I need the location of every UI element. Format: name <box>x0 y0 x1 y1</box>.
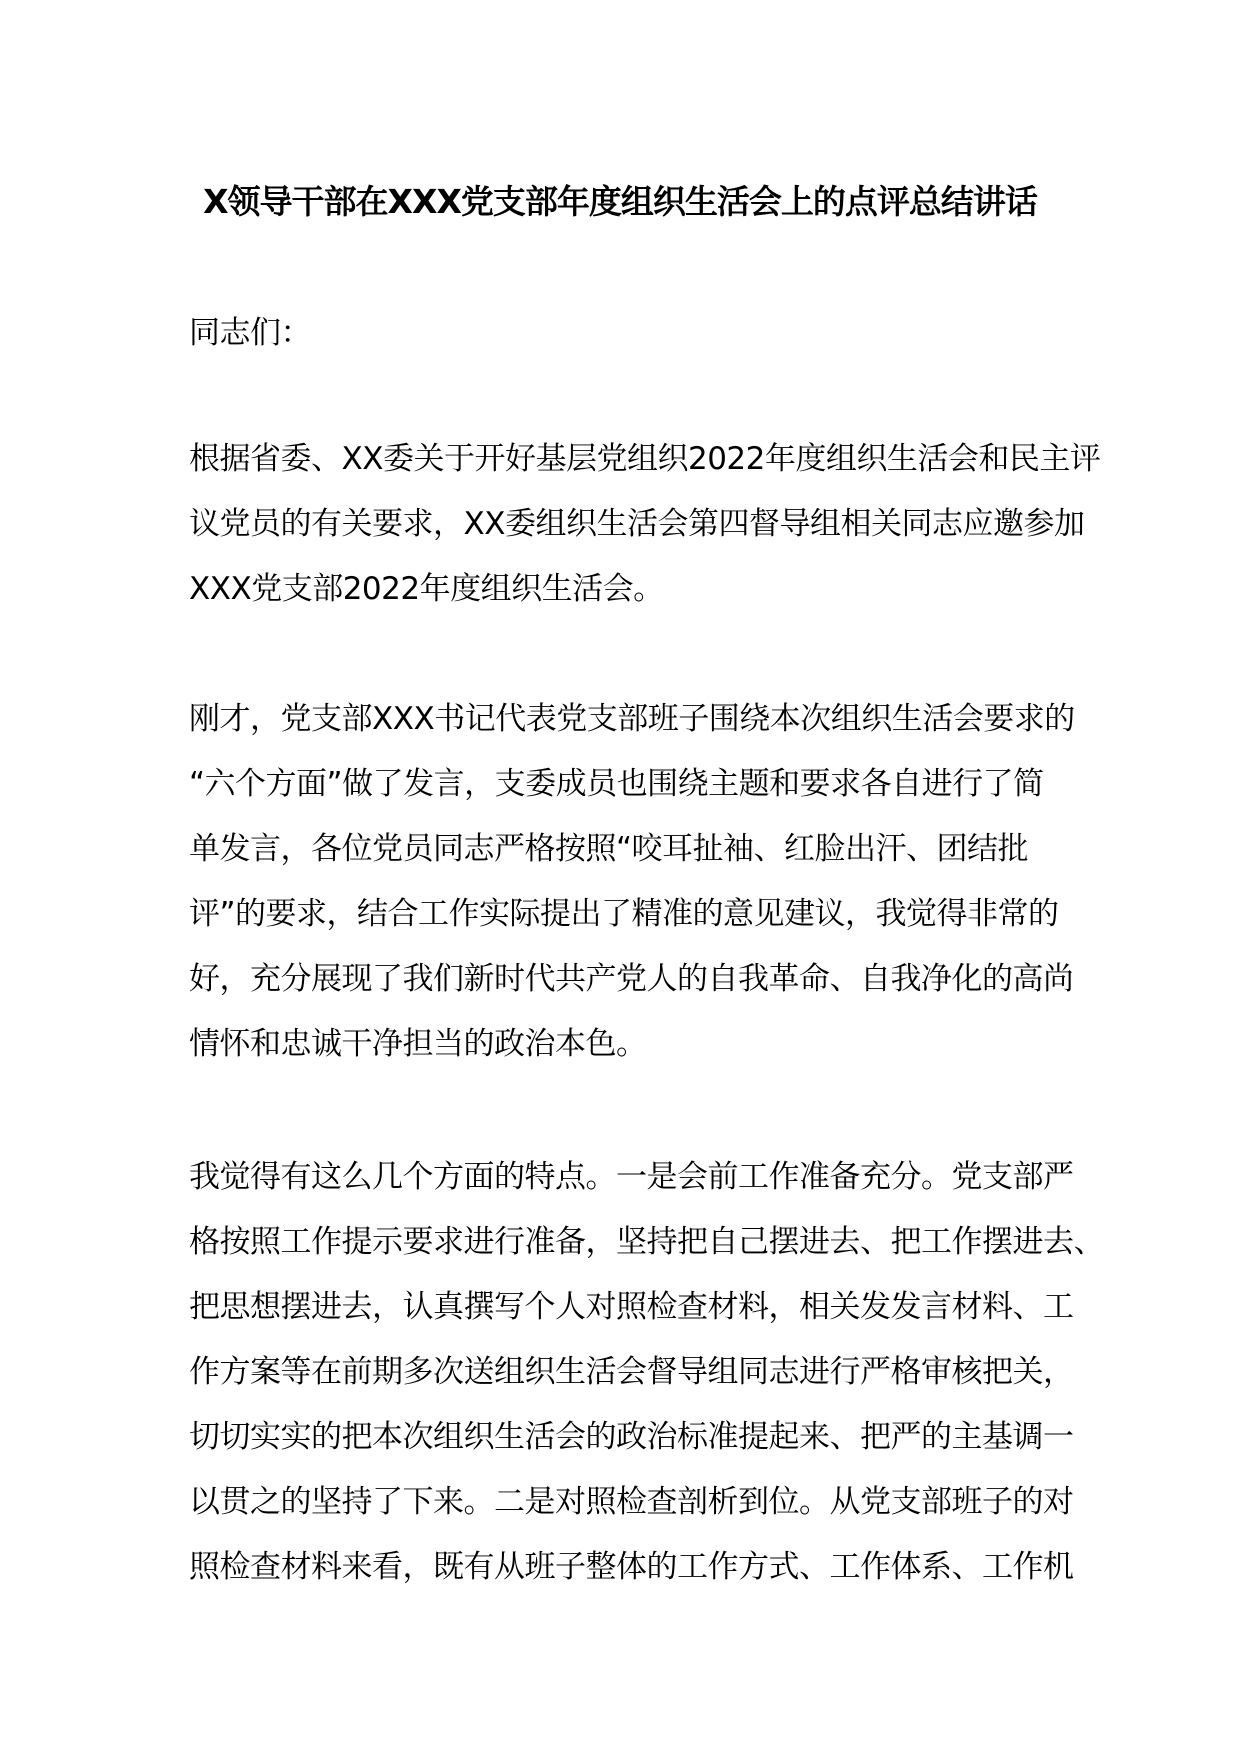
text-line: 根据省委、XX委关于开好基层党组织2022年度组织生活会和民主评 <box>189 441 1101 477</box>
document-title: X领导干部在XXX党支部年度组织生活会上的点评总结讲话 <box>203 182 1037 221</box>
text-line: 作方案等在前期多次送组织生活会督导组同志进行严格审核把关， <box>189 1354 1074 1390</box>
text-line: 我觉得有这么几个方面的特点。一是会前工作准备充分。党支部严 <box>189 1159 1074 1195</box>
paragraph-1 <box>189 427 1101 622</box>
greeting-text: 同志们： <box>189 315 311 351</box>
greeting <box>189 301 1069 366</box>
text-line: 切切实实的把本次组织生活会的政治标准提起来、把严的主基调一 <box>189 1419 1074 1455</box>
text-line: 把思想摆进去，认真撰写个人对照检查材料，相关发发言材料、工 <box>189 1289 1074 1325</box>
text-line: 情怀和忠诚干净担当的政治本色。 <box>189 1026 647 1062</box>
text-line: “六个方面”做了发言，支委成员也围绕主题和要求各自进行了简 <box>189 766 1044 802</box>
text-line: 照检查材料来看，既有从班子整体的工作方式、工作体系、工作机 <box>189 1549 1074 1585</box>
text-line: 刚才，党支部XXX书记代表党支部班子围绕本次组织生活会要求的 <box>189 701 1075 737</box>
text-line: 议党员的有关要求，XX委组织生活会第四督导组相关同志应邀参加 <box>189 506 1085 542</box>
text-line: 评”的要求，结合工作实际提出了精准的意见建议，我觉得非常的 <box>189 896 1059 932</box>
text-line: 单发言，各位党员同志严格按照“咬耳扯袖、红脸出汗、团结批 <box>189 831 1029 867</box>
paragraph-3 <box>189 1145 1104 1600</box>
text-line: XXX党支部2022年度组织生活会。 <box>189 571 664 607</box>
paragraph-2 <box>189 687 1075 1077</box>
text-line: 以贯之的坚持了下来。二是对照检查剖析到位。从党支部班子的对 <box>189 1484 1074 1520</box>
text-line: 好，充分展现了我们新时代共产党人的自我革命、自我净化的高尚 <box>189 961 1074 997</box>
text-line: 格按照工作提示要求进行准备，坚持把自己摆进去、把工作摆进去、 <box>189 1224 1104 1260</box>
